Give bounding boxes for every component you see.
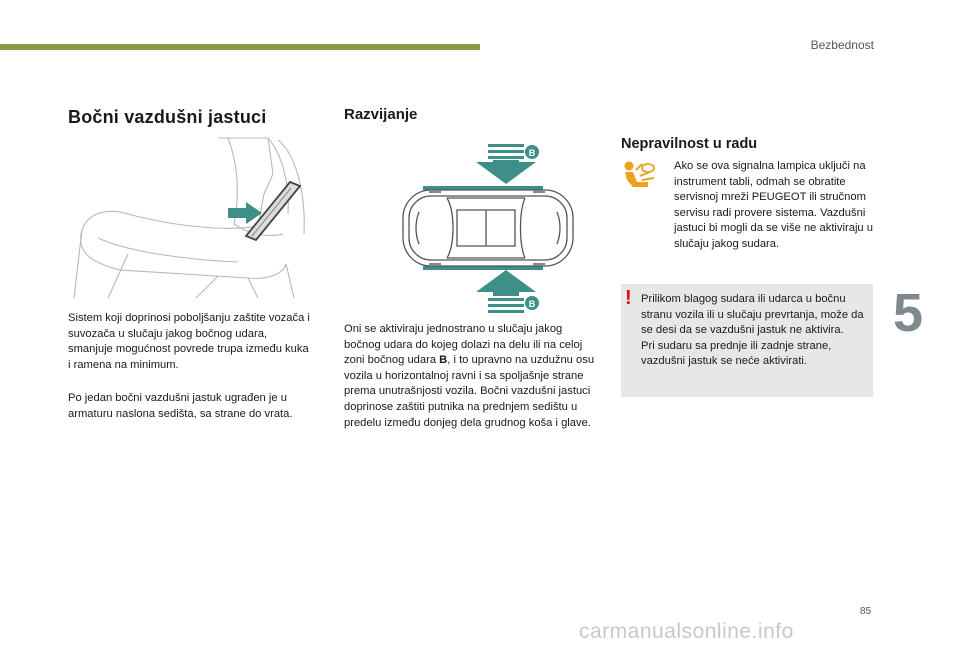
deployment-text-a: Oni se aktiviraju jednostrano u slučaju jakog bočnog udara do kojeg dolazi na delu ili na celoj zoni bočnog udara	[344, 323, 583, 367]
warning-lamp-paragraph: Ako se ova signalna lampica uključi na instrument tabli, odmah se obratite servisnoj mreži PEUGEOT ili stručnom servisu radi provere sistema. Vazdušni jastuci bi mogli da se više ne aktiviraju u slučaju jakog sudara.	[674, 160, 873, 250]
malfunction-heading: Nepravilnost u radu	[621, 136, 758, 152]
zone-b-bold: B	[439, 354, 448, 367]
watermark: carmanualsonline.info	[579, 620, 794, 643]
section-title: Bezbednost	[810, 38, 874, 52]
caution-text: Prilikom blagog sudara ili udarca u bočnu stranu vozila ili u slučaju prevrtanja, može da se desi da se vazdušni jastuk ne aktivira. Pri sudaru sa prednje ili zadnje strane, vazdušni jastuk se neće aktivirati.	[641, 293, 864, 368]
zone-b-label-bottom: B	[528, 299, 536, 309]
chapter-number: 5	[893, 283, 924, 343]
intro-paragraph: Sistem koji doprinosi poboljšanju zaštite vozača i suvozača u slučaju jakog bočnog udara, smanjuje mogućnost povrede trupa između kuka i ramena na minimum.	[68, 312, 310, 371]
car-top-view-illustration	[393, 138, 583, 318]
airbag-warning-lamp-icon	[620, 160, 660, 190]
deployment-paragraph	[344, 322, 602, 431]
caution-exclamation-icon: !	[625, 287, 632, 309]
zone-b-label-top: B	[528, 148, 536, 158]
deployment-heading: Razvijanje	[344, 106, 418, 123]
page-title: Bočni vazdušni jastuci	[68, 107, 267, 127]
seat-airbag-illustration	[68, 134, 313, 300]
location-paragraph: Po jedan bočni vazdušni jastuk ugrađen je u armaturu naslona sedišta, sa strane do vrata.	[68, 392, 293, 420]
top-accent-bar	[0, 44, 480, 50]
deployment-text-b: , i to upravno na uzdužnu osu vozila u horizontalnoj ravni i sa spoljašnje strane prema unutrašnjosti vozila. Bočni vazdušni jastuci doprinose zaštiti putnika na prednjem sedištu u predelu između donjeg dela grudnog koša i glave.	[344, 354, 595, 429]
caution-box	[621, 284, 873, 397]
page-number: 85	[860, 606, 872, 617]
